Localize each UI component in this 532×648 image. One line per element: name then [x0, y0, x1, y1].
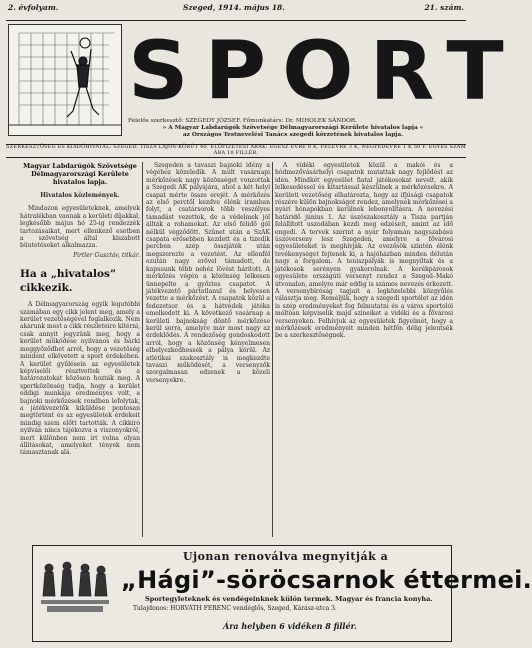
price-line: Ára helyben 6 vidéken 8 fillér.: [223, 621, 357, 631]
masthead: [128, 24, 520, 118]
subscription-box-line: SZERKESZTŐSÉG ÉS KIADÓHIVATAL: SZEGED, TISZA LAJOS-KÖRÚT 40. ELŐFIZETÉSI ÁRAK: EGÉSZ ÉVRE 6 K, FÉLÉVRE 3 K, NEGYEDÉVRE 1 K 50 F. EGYES SZÁM ÁRA 10 FILLÉR.: [6, 144, 466, 158]
article-title: Ha a „hivatalos” cikkezik.: [20, 268, 117, 295]
notice-text: Mindazon egyesületeknek, amelyek hátralékban vannak a kerületi díjakkal, legkésőbb május hó 25-ig rendezzék tartozásaikat, mert ellenkező esetben a szövetség által kiszabott büntetéseket alkalmazza.: [20, 205, 140, 250]
official-section-heading: Magyar Labdarúgók Szövetsége: [23, 162, 137, 170]
issue-date: Szeged, 1914. május 18.: [183, 3, 285, 12]
masthead-subtitle: [128, 118, 458, 140]
ad-restaurant-name: „Hági”-söröcsarnok éttermei.: [121, 566, 532, 594]
editor-line: Felelős szerkesztő: SZEGEDY JÓZSEF. Főmunkatárs: Dr. MIHOLEK SÁNDOR.: [128, 118, 357, 124]
restaurant-advertisement: [32, 545, 532, 642]
issue-number: 21. szám.: [424, 3, 464, 12]
header-rule: [6, 20, 466, 21]
notice-signature: Pirtler Gusztáv, titkár.: [73, 251, 140, 259]
column-divider: [142, 162, 143, 537]
right-column-text: A vidéki egyesületek közül a makói és a hódmezővásárhelyi csapatok mutattak nagy fejlődést az idén. Mindkét egyesület fiatal játékosokat nevelt, akik lelkesedéssel és kitartással készülnek a mérkőzésekre. A kerületi vezetőség elhatározta, hogy az ifjúsági csapatok részére külön bajnokságot rendez, amelynek mérkőzései a nyári hónapokban kerülnek lebonyolításra. A nevezési határidő június 1. Az úszószakosztály a Tisza partján felállított uszodában kezdi meg edzéseit, amint az idő engedi. A tervek szerint a nyár folyamán nagyszabású úszóverseny lesz Szegeden, amelyre a fővárosi egyesületeket is meghívják. Az evezősök szintén élénk tevékenységet fejtenek ki, a hajóházban minden délután nagy a forgalom. A teniszpályák is megnyíltak és a játékosok serényen gyakorolnak. A kerékpárosok egyesülete országúti versenyt rendez a Szeged–Makó útvonalon, amelyre már eddig is számos nevezés érkezett. A versenybíróság tagjait a legközelebbi közgyűlés választja meg. Reméljük, hogy a szegedi sportélet az idén is szép eredményeket fog felmutatni és a város sportolói méltóan képviselik majd színeiket a vidéki és a fővárosi versenyeken. Felhívjuk az egyesületek figyelmét, hogy a mérkőzések eredményeit minden hétfőn délig jelentsék be a szerkesztőségnek.: [275, 162, 453, 340]
masthead-title: SPORT: [128, 24, 520, 118]
official-section-subheading: Délmagyarországi Kerülete hivatalos lapja.: [31, 170, 129, 186]
ad-top-line: Ujonan renoválva megnyitják a: [183, 550, 389, 563]
issue-year: 2. évfolyam.: [8, 3, 59, 12]
ad-owner-line: Tulajdonos: HORVÁTH FERENC vendéglős, Szeged, Kárász-utca 3.: [133, 605, 337, 612]
ad-description: Sportegyleteknek és vendégeinknek külön termek. Magyar és francia konyha.: [145, 595, 433, 603]
official-paper-line-2: az Országos Testnevelési Tanács szegedi körzetének hivatalos lapja.: [182, 132, 404, 139]
football-goalkeeper-illustration: [8, 24, 122, 136]
article-text: A Délmagyarország egyik legutóbbi számában egy cikk jelent meg, amely a kerület vezetőségével foglalkozik. Nem akarunk most a cikk részleteire kitérni, csak annyit jegyzünk meg, hogy a kerület működése nyilvános és bárki meggyőződhet arról, hogy a vezetőség mindent elkövetett a sport érdekében. A kerület gyűlésein az egyesületek képviselői résztvettek és a határozatokat közösen hozták meg. A sportközönség tudja, hogy a kerület eddigi munkája eredményes volt, a bajnoki mérkőzések rendben lefolytak, a játékvezetők kiküldése pontosan megtörtént és az egyesületek érdekeit mindig szem előtt tartották. A cikkíró nyilván nincs tájékozva a viszonyokról, mert különben nem írt volna olyan állításokat, amelyeket tények nem támasztanak alá.: [20, 301, 140, 457]
dancers-illustration: [37, 552, 113, 618]
column-right: [275, 162, 453, 537]
top-info-line: [8, 3, 464, 17]
notice-title: Hivatalos közlemények.: [40, 192, 120, 199]
column-middle: [146, 162, 270, 537]
column-divider: [272, 162, 273, 537]
middle-column-text: Szegeden a tavaszi bajnoki idény a végéhez közeledik. A múlt vasárnapi mérkőzések nagy közönséget vonzottak a Szegedi AK pályájára, ahol a két helyi csapat mérte össze erejét. A mérkőzés az első perctől kezdve élénk iramban folyt, a csatársorok több veszélyes támadást vezettek, de a védelmek jól állták a rohamokat. Az első félidő gól nélkül végződött. Szünet után a SzAK csapata erősebben kezdett és a tizedik percben szép összjáték után megszerezte a vezetést. Az ellenfél ezután nagy erővel támadott, de kapusunk több nehéz lövést hárított. A mérkőzés végén a közönség lelkesen ünnepelte a győztes csapatot. A játékvezető pártatlanul és helyesen vezette a mérkőzést. A csapatok közül a fedezetsor és a hátvédek játéka emelkedett ki. A következő vasárnap a kerületi bajnokság döntő mérkőzése kerül sorra, amelyre már most nagy az érdeklődés. A rendezőség gondoskodott arról, hogy a közönség kényelmesen elhelyezkedhessék a pálya körül. Az atlétikai szakosztály is megkezdte tavaszi működését, a versenyzők szorgalmasan edzenek a közeli versenyekre.: [146, 162, 270, 384]
column-left: [20, 162, 140, 537]
official-paper-line-1: » A Magyar Labdarúgók Szövetsége Délmagyarországi Kerülete hivatalos lapja «: [162, 125, 424, 132]
